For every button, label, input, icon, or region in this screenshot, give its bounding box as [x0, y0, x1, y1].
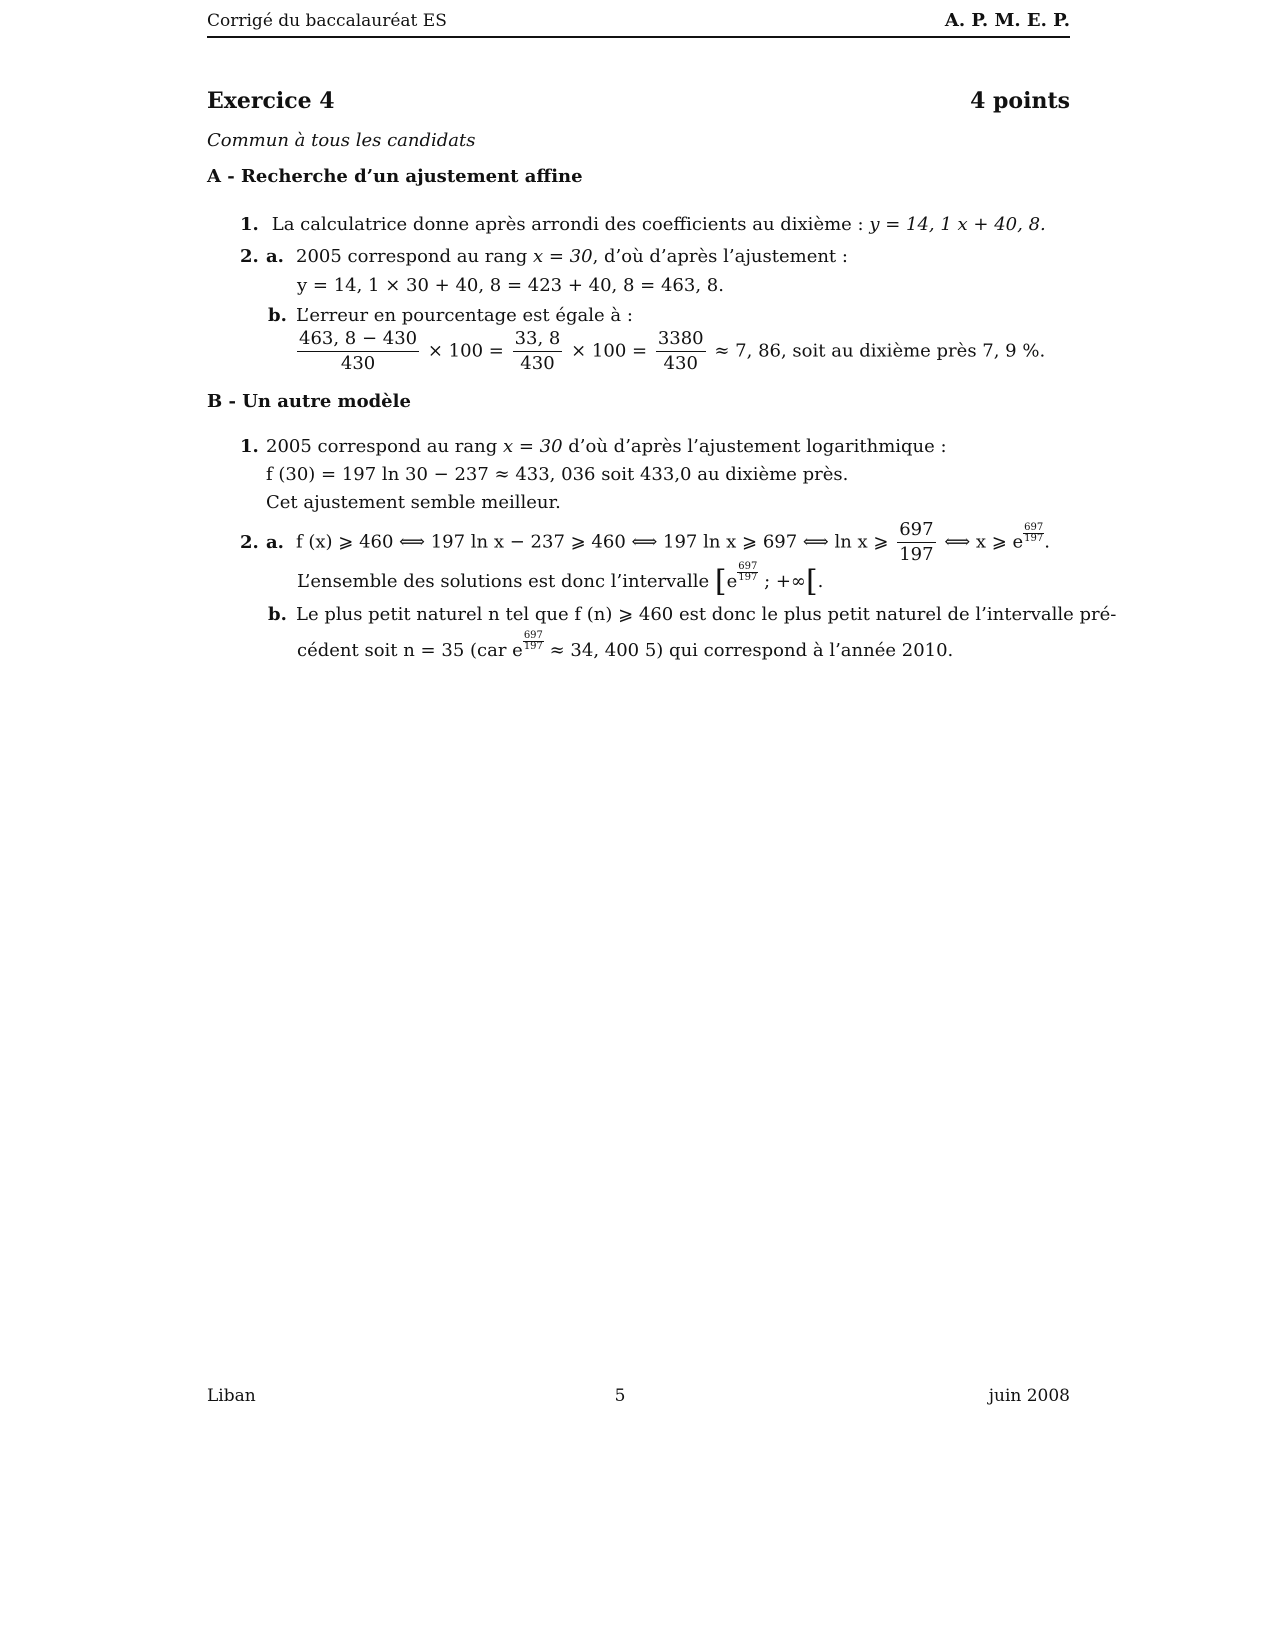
q-number: 1. [240, 214, 259, 235]
exercise-audience: Commun à tous les candidats [207, 130, 476, 151]
q-formula: y = 14, 1 x + 40, 8. [869, 214, 1046, 235]
part-a-q2a-calc: y = 14, 1 × 30 + 40, 8 = 423 + 40, 8 = 463, 8. [297, 275, 724, 296]
part-b-q2a-interval [297, 561, 824, 599]
part-a-q1 [240, 214, 1046, 235]
q-text: L’erreur en pourcentage est égale à : [296, 305, 633, 326]
footer-left: Liban [207, 1386, 256, 1406]
fraction-697-197: $\frac{697}{197}$ [899, 519, 934, 565]
q-text: 2005 correspond au rang [266, 436, 503, 457]
part-b-q1-calc: f (30) = 197 ln 30 − 237 ≈ 433, 036 soit 433,0 au dixième près. [266, 464, 849, 485]
q-var: x = 30 [502, 436, 563, 457]
fraction-3: $\frac{3380}{430}$ [657, 328, 704, 374]
exercise-title: Exercice 4 [207, 88, 335, 114]
q-text-2: d’où d’après l’ajustement logarithmique : [562, 436, 947, 457]
result-text: ≈ 7, 86, soit au dixième près 7, 9 %. [714, 340, 1046, 362]
part-b-title: B - Un autre modèle [207, 391, 411, 412]
part-a-q2b [268, 305, 633, 326]
exercise-points: 4 points [970, 88, 1070, 114]
q-number: 2. [240, 246, 259, 267]
footer-right: juin 2008 [988, 1386, 1070, 1406]
operator-2: × 100 = [571, 340, 648, 362]
q-sub-label: a. [266, 531, 284, 553]
part-a-title: A - Recherche d’un ajustement affine [207, 166, 583, 187]
page-number: 5 [614, 1386, 626, 1406]
part-b-q2a [240, 518, 1050, 567]
q-sub-label: b. [268, 305, 287, 326]
q-text-2a: cédent soit n = 35 (car e [297, 640, 523, 661]
q-text-2b: ≈ 34, 400 5) qui correspond à l’année 2010. [543, 640, 954, 661]
inequality-chain: f (x) ⩾ 460 ⟺ 197 ln x − 237 ⩾ 460 ⟺ 197 ln x ⩾ 697 ⟺ ln x ⩾ [296, 531, 889, 553]
interval-sep: ; +∞ [758, 571, 806, 592]
q-number: 2. [240, 531, 259, 553]
q-var: x = 30 [532, 246, 593, 267]
e-base: e [726, 571, 738, 592]
part-a-q2a [240, 246, 848, 267]
exponent-fraction: $\frac{697}{197}$ [738, 561, 758, 583]
q-sub-label: b. [268, 604, 287, 625]
q-sub-label: a. [266, 246, 284, 267]
part-b-q1-conclusion: Cet ajustement semble meilleur. [266, 492, 561, 513]
operator-1: × 100 = [427, 340, 504, 362]
fraction-2: $\frac{33, 8}{430}$ [514, 328, 561, 374]
header-rule [207, 36, 1070, 38]
part-b-q2b-line2 [297, 631, 953, 661]
bracket-close: [ [805, 564, 818, 599]
exponent-fraction: $\frac{697}{197}$ [523, 630, 543, 652]
period: . [817, 571, 824, 592]
q-text-2: , d’où d’après l’ajustement : [592, 246, 848, 267]
header-left: Corrigé du baccalauréat ES [207, 11, 447, 31]
inequality-end: ⟺ x ⩾ e [944, 531, 1024, 553]
part-b-q1 [240, 436, 947, 457]
fraction-1: $\frac{463, 8 - 430}{430}$ [299, 328, 418, 374]
part-a-q2b-calc [294, 327, 1045, 376]
q-number: 1. [240, 436, 259, 457]
q-text: Le plus petit naturel n tel que f (n) ⩾ 460 est donc le plus petit naturel de l’intervalle pré- [296, 604, 1117, 625]
bracket-open: [ [714, 564, 727, 599]
period: . [1044, 531, 1050, 553]
header-right: A. P. M. E. P. [944, 10, 1070, 31]
part-b-q2b [268, 604, 1116, 625]
q-text: 2005 correspond au rang [296, 246, 533, 267]
q-text: La calculatrice donne après arrondi des coefficients au dixième : [271, 214, 870, 235]
interval-text: L’ensemble des solutions est donc l’intervalle [297, 571, 710, 592]
exponent-fraction: $\frac{697}{197}$ [1024, 521, 1044, 544]
